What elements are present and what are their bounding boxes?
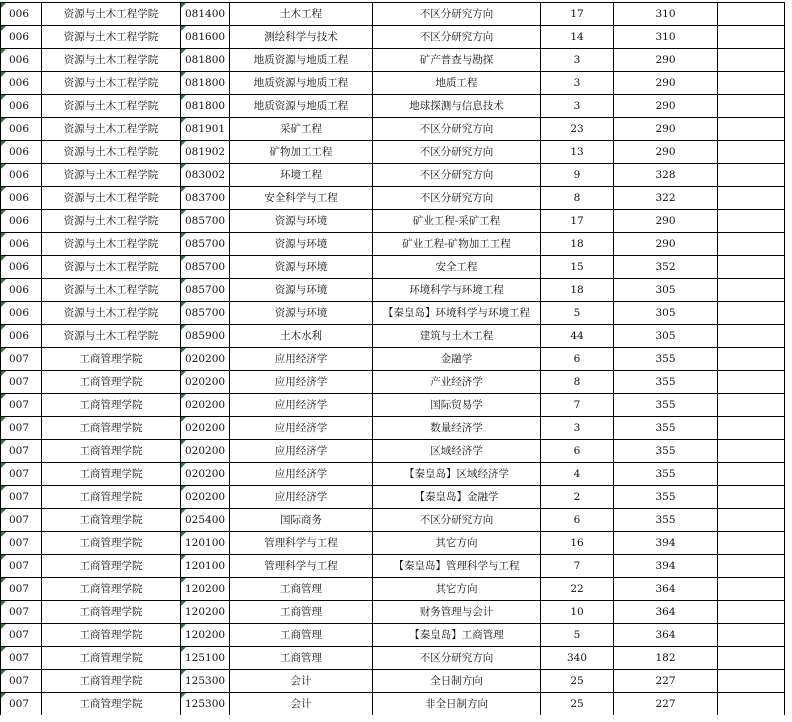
college-code-cell[interactable]: 006 (1, 325, 42, 348)
major-code-cell[interactable]: 125300 (181, 693, 230, 716)
major-name-cell[interactable]: 管理科学与工程 (230, 532, 373, 555)
major-name-cell[interactable]: 工商管理 (230, 578, 373, 601)
major-name-cell[interactable]: 资源与环境 (230, 210, 373, 233)
table-row (1, 440, 785, 463)
major-code-cell[interactable]: 020200 (181, 440, 230, 463)
score-line-cell[interactable]: 290 (614, 49, 718, 72)
empty-cell[interactable] (718, 49, 785, 72)
college-name-cell[interactable]: 工商管理学院 (42, 693, 181, 716)
college-name-cell[interactable]: 资源与土木工程学院 (42, 187, 181, 210)
score-line-cell[interactable]: 305 (614, 302, 718, 325)
major-name-cell[interactable]: 工商管理 (230, 647, 373, 670)
research-direction-cell[interactable]: 安全工程 (373, 256, 541, 279)
table-row (1, 486, 785, 509)
empty-cell[interactable] (718, 486, 785, 509)
major-code-cell[interactable]: 120100 (181, 555, 230, 578)
score-line-cell[interactable]: 355 (614, 394, 718, 417)
college-name-cell[interactable]: 资源与土木工程学院 (42, 72, 181, 95)
empty-cell[interactable] (718, 233, 785, 256)
major-code-cell[interactable]: 081800 (181, 49, 230, 72)
college-name-cell[interactable]: 工商管理学院 (42, 578, 181, 601)
enrollment-count-cell[interactable]: 6 (541, 348, 614, 371)
college-name-cell[interactable]: 工商管理学院 (42, 670, 181, 693)
college-name-cell[interactable]: 工商管理学院 (42, 509, 181, 532)
enrollment-count-cell[interactable]: 22 (541, 578, 614, 601)
major-code-cell[interactable]: 020200 (181, 394, 230, 417)
college-name-cell[interactable]: 资源与土木工程学院 (42, 3, 181, 26)
table-row (1, 348, 785, 371)
major-code-cell[interactable]: 081400 (181, 3, 230, 26)
empty-cell[interactable] (718, 164, 785, 187)
major-code-cell[interactable]: 020200 (181, 371, 230, 394)
enrollment-count-cell[interactable]: 2 (541, 486, 614, 509)
college-name-cell[interactable]: 资源与土木工程学院 (42, 302, 181, 325)
major-code-cell[interactable]: 081600 (181, 26, 230, 49)
college-name-cell[interactable]: 资源与土木工程学院 (42, 118, 181, 141)
empty-cell[interactable] (718, 95, 785, 118)
research-direction-cell[interactable]: 其它方向 (373, 532, 541, 555)
enrollment-count-cell[interactable]: 14 (541, 26, 614, 49)
table-row (1, 3, 785, 26)
research-direction-cell[interactable]: 不区分研究方向 (373, 187, 541, 210)
major-name-cell[interactable]: 应用经济学 (230, 348, 373, 371)
major-name-cell[interactable]: 应用经济学 (230, 394, 373, 417)
major-code-cell[interactable]: 125100 (181, 647, 230, 670)
college-code-cell[interactable]: 006 (1, 279, 42, 302)
college-name-cell[interactable]: 工商管理学院 (42, 417, 181, 440)
research-direction-cell[interactable]: 数量经济学 (373, 417, 541, 440)
major-name-cell[interactable]: 资源与环境 (230, 256, 373, 279)
major-name-cell[interactable]: 应用经济学 (230, 417, 373, 440)
enrollment-count-cell[interactable]: 5 (541, 624, 614, 647)
research-direction-cell[interactable]: 不区分研究方向 (373, 164, 541, 187)
enrollment-count-cell[interactable]: 4 (541, 463, 614, 486)
college-code-cell[interactable]: 006 (1, 164, 42, 187)
college-name-cell[interactable]: 资源与土木工程学院 (42, 279, 181, 302)
table-row (1, 670, 785, 693)
score-line-cell[interactable]: 290 (614, 233, 718, 256)
major-code-cell[interactable]: 085700 (181, 302, 230, 325)
college-code-cell[interactable]: 006 (1, 118, 42, 141)
empty-cell[interactable] (718, 647, 785, 670)
major-code-cell[interactable]: 085900 (181, 325, 230, 348)
score-line-cell[interactable]: 352 (614, 256, 718, 279)
empty-cell[interactable] (718, 624, 785, 647)
major-name-cell[interactable]: 地质资源与地质工程 (230, 49, 373, 72)
college-code-cell[interactable]: 007 (1, 486, 42, 509)
table-row (1, 256, 785, 279)
research-direction-cell[interactable]: 其它方向 (373, 578, 541, 601)
major-name-cell[interactable]: 应用经济学 (230, 486, 373, 509)
table-row (1, 26, 785, 49)
college-code-cell[interactable]: 006 (1, 210, 42, 233)
enrollment-count-cell[interactable]: 3 (541, 417, 614, 440)
score-line-cell[interactable]: 364 (614, 624, 718, 647)
college-name-cell[interactable]: 工商管理学院 (42, 440, 181, 463)
score-line-cell[interactable]: 322 (614, 187, 718, 210)
major-name-cell[interactable]: 地质资源与地质工程 (230, 95, 373, 118)
enrollment-count-cell[interactable]: 10 (541, 601, 614, 624)
major-code-cell[interactable]: 025400 (181, 509, 230, 532)
enrollment-count-cell[interactable]: 8 (541, 187, 614, 210)
table-row (1, 95, 785, 118)
table-row (1, 164, 785, 187)
major-code-cell[interactable]: 120200 (181, 624, 230, 647)
table-row (1, 72, 785, 95)
empty-cell[interactable] (718, 371, 785, 394)
enrollment-count-cell[interactable]: 15 (541, 256, 614, 279)
research-direction-cell[interactable]: 不区分研究方向 (373, 3, 541, 26)
research-direction-cell[interactable]: 区域经济学 (373, 440, 541, 463)
college-code-cell[interactable]: 007 (1, 348, 42, 371)
enrollment-count-cell[interactable]: 5 (541, 302, 614, 325)
major-name-cell[interactable]: 环境工程 (230, 164, 373, 187)
research-direction-cell[interactable]: 金融学 (373, 348, 541, 371)
college-name-cell[interactable]: 工商管理学院 (42, 647, 181, 670)
college-code-cell[interactable]: 006 (1, 26, 42, 49)
college-code-cell[interactable]: 007 (1, 371, 42, 394)
score-line-cell[interactable]: 364 (614, 578, 718, 601)
college-code-cell[interactable]: 006 (1, 233, 42, 256)
enrollment-count-cell[interactable]: 23 (541, 118, 614, 141)
major-name-cell[interactable]: 工商管理 (230, 624, 373, 647)
college-code-cell[interactable]: 007 (1, 394, 42, 417)
empty-cell[interactable] (718, 26, 785, 49)
table-row (1, 647, 785, 670)
score-line-cell[interactable]: 310 (614, 26, 718, 49)
score-line-cell[interactable]: 355 (614, 417, 718, 440)
college-code-cell[interactable]: 007 (1, 647, 42, 670)
empty-cell[interactable] (718, 279, 785, 302)
score-line-cell[interactable]: 355 (614, 348, 718, 371)
major-code-cell[interactable]: 081902 (181, 141, 230, 164)
college-code-cell[interactable]: 007 (1, 601, 42, 624)
major-name-cell[interactable]: 应用经济学 (230, 371, 373, 394)
table-row (1, 118, 785, 141)
table-row (1, 624, 785, 647)
enrollment-count-cell[interactable]: 18 (541, 233, 614, 256)
research-direction-cell[interactable]: 不区分研究方向 (373, 509, 541, 532)
major-name-cell[interactable]: 土木工程 (230, 3, 373, 26)
empty-cell[interactable] (718, 394, 785, 417)
empty-cell[interactable] (718, 440, 785, 463)
empty-cell[interactable] (718, 256, 785, 279)
major-name-cell[interactable]: 管理科学与工程 (230, 555, 373, 578)
score-line-cell[interactable]: 355 (614, 440, 718, 463)
college-name-cell[interactable]: 资源与土木工程学院 (42, 49, 181, 72)
major-code-cell[interactable]: 020200 (181, 348, 230, 371)
table-row (1, 49, 785, 72)
college-name-cell[interactable]: 资源与土木工程学院 (42, 256, 181, 279)
enrollment-count-cell[interactable]: 340 (541, 647, 614, 670)
empty-cell[interactable] (718, 118, 785, 141)
table-row (1, 279, 785, 302)
score-line-cell[interactable]: 355 (614, 486, 718, 509)
research-direction-cell[interactable]: 产业经济学 (373, 371, 541, 394)
major-code-cell[interactable]: 085700 (181, 279, 230, 302)
score-line-cell[interactable]: 328 (614, 164, 718, 187)
college-name-cell[interactable]: 资源与土木工程学院 (42, 141, 181, 164)
college-name-cell[interactable]: 工商管理学院 (42, 394, 181, 417)
college-code-cell[interactable]: 007 (1, 440, 42, 463)
empty-cell[interactable] (718, 693, 785, 716)
enrollment-count-cell[interactable]: 44 (541, 325, 614, 348)
research-direction-cell[interactable]: 不区分研究方向 (373, 141, 541, 164)
score-line-cell[interactable]: 290 (614, 141, 718, 164)
major-name-cell[interactable]: 地质资源与地质工程 (230, 72, 373, 95)
college-code-cell[interactable]: 007 (1, 670, 42, 693)
enrollment-count-cell[interactable]: 6 (541, 440, 614, 463)
college-name-cell[interactable]: 资源与土木工程学院 (42, 233, 181, 256)
table-row (1, 325, 785, 348)
college-code-cell[interactable]: 006 (1, 141, 42, 164)
college-name-cell[interactable]: 工商管理学院 (42, 624, 181, 647)
enrollment-count-cell[interactable]: 3 (541, 95, 614, 118)
major-code-cell[interactable]: 085700 (181, 210, 230, 233)
major-code-cell[interactable]: 120200 (181, 578, 230, 601)
research-direction-cell[interactable]: 【秦皇岛】金融学 (373, 486, 541, 509)
score-line-cell[interactable]: 290 (614, 210, 718, 233)
research-direction-cell[interactable]: 非全日制方向 (373, 693, 541, 716)
major-code-cell[interactable]: 020200 (181, 417, 230, 440)
research-direction-cell[interactable]: 【秦皇岛】工商管理 (373, 624, 541, 647)
major-name-cell[interactable]: 资源与环境 (230, 302, 373, 325)
score-line-cell[interactable]: 355 (614, 509, 718, 532)
score-line-cell[interactable]: 290 (614, 72, 718, 95)
college-name-cell[interactable]: 工商管理学院 (42, 463, 181, 486)
enrollment-count-cell[interactable]: 17 (541, 3, 614, 26)
college-name-cell[interactable]: 资源与土木工程学院 (42, 210, 181, 233)
score-line-cell[interactable]: 182 (614, 647, 718, 670)
major-name-cell[interactable]: 工商管理 (230, 601, 373, 624)
major-name-cell[interactable]: 采矿工程 (230, 118, 373, 141)
research-direction-cell[interactable]: 全日制方向 (373, 670, 541, 693)
research-direction-cell[interactable]: 不区分研究方向 (373, 118, 541, 141)
empty-cell[interactable] (718, 555, 785, 578)
major-code-cell[interactable]: 085700 (181, 233, 230, 256)
major-code-cell[interactable]: 085700 (181, 256, 230, 279)
college-code-cell[interactable]: 007 (1, 509, 42, 532)
score-line-cell[interactable]: 227 (614, 670, 718, 693)
empty-cell[interactable] (718, 670, 785, 693)
major-code-cell[interactable]: 020200 (181, 486, 230, 509)
college-name-cell[interactable]: 工商管理学院 (42, 371, 181, 394)
college-name-cell[interactable]: 资源与土木工程学院 (42, 325, 181, 348)
empty-cell[interactable] (718, 417, 785, 440)
major-code-cell[interactable]: 083002 (181, 164, 230, 187)
empty-cell[interactable] (718, 210, 785, 233)
research-direction-cell[interactable]: 建筑与土木工程 (373, 325, 541, 348)
major-name-cell[interactable]: 测绘科学与技术 (230, 26, 373, 49)
table-row (1, 210, 785, 233)
table-body (1, 3, 785, 716)
college-code-cell[interactable]: 006 (1, 72, 42, 95)
college-name-cell[interactable]: 资源与土木工程学院 (42, 164, 181, 187)
major-name-cell[interactable]: 资源与环境 (230, 279, 373, 302)
table-row (1, 371, 785, 394)
score-line-cell[interactable]: 355 (614, 371, 718, 394)
major-name-cell[interactable]: 应用经济学 (230, 463, 373, 486)
table-row (1, 555, 785, 578)
enrollment-count-cell[interactable]: 17 (541, 210, 614, 233)
research-direction-cell[interactable]: 矿业工程-采矿工程 (373, 210, 541, 233)
college-code-cell[interactable]: 007 (1, 463, 42, 486)
research-direction-cell[interactable]: 【秦皇岛】区域经济学 (373, 463, 541, 486)
enrollment-count-cell[interactable]: 16 (541, 532, 614, 555)
empty-cell[interactable] (718, 302, 785, 325)
empty-cell[interactable] (718, 463, 785, 486)
college-code-cell[interactable]: 007 (1, 578, 42, 601)
college-code-cell[interactable]: 006 (1, 187, 42, 210)
college-code-cell[interactable]: 006 (1, 3, 42, 26)
score-line-cell[interactable]: 394 (614, 555, 718, 578)
college-name-cell[interactable]: 工商管理学院 (42, 601, 181, 624)
enrollment-count-cell[interactable]: 25 (541, 670, 614, 693)
major-name-cell[interactable]: 安全科学与工程 (230, 187, 373, 210)
major-name-cell[interactable]: 会计 (230, 670, 373, 693)
enrollment-count-cell[interactable]: 6 (541, 509, 614, 532)
empty-cell[interactable] (718, 578, 785, 601)
score-line-cell[interactable]: 364 (614, 601, 718, 624)
major-name-cell[interactable]: 应用经济学 (230, 440, 373, 463)
table-row (1, 693, 785, 716)
enrollment-count-cell[interactable]: 18 (541, 279, 614, 302)
college-name-cell[interactable]: 工商管理学院 (42, 532, 181, 555)
empty-cell[interactable] (718, 72, 785, 95)
enrollment-count-cell[interactable]: 13 (541, 141, 614, 164)
enrollment-count-cell[interactable]: 3 (541, 72, 614, 95)
empty-cell[interactable] (718, 601, 785, 624)
enrollment-count-cell[interactable]: 7 (541, 394, 614, 417)
table-row (1, 141, 785, 164)
empty-cell[interactable] (718, 3, 785, 26)
major-code-cell[interactable]: 081901 (181, 118, 230, 141)
table-row (1, 601, 785, 624)
college-code-cell[interactable]: 006 (1, 49, 42, 72)
college-code-cell[interactable]: 007 (1, 624, 42, 647)
enrollment-count-cell[interactable]: 8 (541, 371, 614, 394)
college-name-cell[interactable]: 工商管理学院 (42, 348, 181, 371)
enrollment-count-cell[interactable]: 7 (541, 555, 614, 578)
research-direction-cell[interactable]: 【秦皇岛】管理科学与工程 (373, 555, 541, 578)
table-row (1, 532, 785, 555)
college-name-cell[interactable]: 工商管理学院 (42, 555, 181, 578)
college-code-cell[interactable]: 007 (1, 693, 42, 716)
major-code-cell[interactable]: 081800 (181, 72, 230, 95)
research-direction-cell[interactable]: 地质工程 (373, 72, 541, 95)
admission-score-table (0, 2, 785, 715)
score-line-cell[interactable]: 305 (614, 325, 718, 348)
score-line-cell[interactable]: 355 (614, 463, 718, 486)
score-line-cell[interactable]: 305 (614, 279, 718, 302)
table-row (1, 509, 785, 532)
major-name-cell[interactable]: 会计 (230, 693, 373, 716)
major-code-cell[interactable]: 083700 (181, 187, 230, 210)
score-line-cell[interactable]: 394 (614, 532, 718, 555)
research-direction-cell[interactable]: 财务管理与会计 (373, 601, 541, 624)
empty-cell[interactable] (718, 325, 785, 348)
empty-cell[interactable] (718, 141, 785, 164)
score-line-cell[interactable]: 290 (614, 118, 718, 141)
research-direction-cell[interactable]: 不区分研究方向 (373, 647, 541, 670)
college-name-cell[interactable]: 工商管理学院 (42, 486, 181, 509)
college-name-cell[interactable]: 资源与土木工程学院 (42, 26, 181, 49)
college-code-cell[interactable]: 007 (1, 555, 42, 578)
table-row (1, 394, 785, 417)
college-name-cell[interactable]: 资源与土木工程学院 (42, 95, 181, 118)
major-name-cell[interactable]: 矿物加工工程 (230, 141, 373, 164)
research-direction-cell[interactable]: 不区分研究方向 (373, 26, 541, 49)
empty-cell[interactable] (718, 532, 785, 555)
table-row (1, 578, 785, 601)
major-code-cell[interactable]: 120200 (181, 601, 230, 624)
research-direction-cell[interactable]: 矿产普查与勘探 (373, 49, 541, 72)
college-code-cell[interactable]: 006 (1, 302, 42, 325)
college-code-cell[interactable]: 006 (1, 256, 42, 279)
research-direction-cell[interactable]: 矿业工程-矿物加工工程 (373, 233, 541, 256)
empty-cell[interactable] (718, 348, 785, 371)
empty-cell[interactable] (718, 187, 785, 210)
college-code-cell[interactable]: 007 (1, 532, 42, 555)
major-code-cell[interactable]: 081800 (181, 95, 230, 118)
research-direction-cell[interactable]: 环境科学与环境工程 (373, 279, 541, 302)
score-line-cell[interactable]: 310 (614, 3, 718, 26)
score-line-cell[interactable]: 290 (614, 95, 718, 118)
major-name-cell[interactable]: 土木水利 (230, 325, 373, 348)
table-row (1, 233, 785, 256)
enrollment-count-cell[interactable]: 25 (541, 693, 614, 716)
major-name-cell[interactable]: 国际商务 (230, 509, 373, 532)
major-code-cell[interactable]: 120100 (181, 532, 230, 555)
empty-cell[interactable] (718, 509, 785, 532)
table-row (1, 463, 785, 486)
table-row (1, 187, 785, 210)
college-code-cell[interactable]: 007 (1, 417, 42, 440)
major-code-cell[interactable]: 125300 (181, 670, 230, 693)
enrollment-count-cell[interactable]: 3 (541, 49, 614, 72)
major-name-cell[interactable]: 资源与环境 (230, 233, 373, 256)
research-direction-cell[interactable]: 地球探测与信息技术 (373, 95, 541, 118)
major-code-cell[interactable]: 020200 (181, 463, 230, 486)
college-code-cell[interactable]: 006 (1, 95, 42, 118)
table-row (1, 302, 785, 325)
enrollment-count-cell[interactable]: 9 (541, 164, 614, 187)
table-row (1, 417, 785, 440)
research-direction-cell[interactable]: 国际贸易学 (373, 394, 541, 417)
score-line-cell[interactable]: 227 (614, 693, 718, 716)
research-direction-cell[interactable]: 【秦皇岛】环境科学与环境工程 (373, 302, 541, 325)
